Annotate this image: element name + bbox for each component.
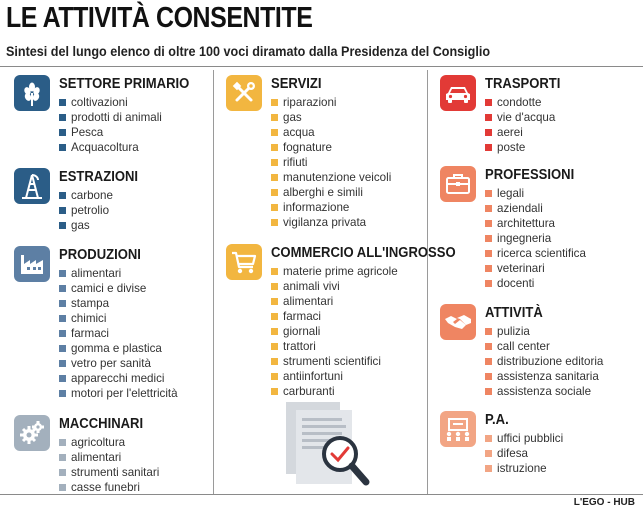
- list-item: docenti: [485, 276, 586, 291]
- list-item: carbone: [59, 188, 113, 203]
- section-title: MACCHINARI: [59, 416, 144, 432]
- list-item: ricerca scientifica: [485, 246, 586, 261]
- list-item: aerei: [485, 125, 555, 140]
- list-item: giornali: [271, 324, 398, 339]
- list-item: pulizia: [485, 324, 603, 339]
- item-list: [485, 324, 603, 399]
- item-list: [485, 431, 563, 476]
- list-item: call center: [485, 339, 603, 354]
- list-item: alimentari: [59, 450, 159, 465]
- list-item: antiinfortuni: [271, 369, 398, 384]
- page-title: LE ATTIVITÀ CONSENTITE: [6, 2, 313, 34]
- gears-icon: [14, 415, 50, 451]
- list-item: vie d'acqua: [485, 110, 555, 125]
- list-item: alberghi e simili: [271, 185, 391, 200]
- list-item: gas: [59, 218, 113, 233]
- list-item: casse funebri: [59, 480, 159, 495]
- list-item: farmaci: [59, 326, 178, 341]
- section-title: ATTIVITÀ: [485, 305, 543, 321]
- footer-divider: [0, 494, 643, 495]
- section-title: SETTORE PRIMARIO: [59, 76, 190, 92]
- list-item: carburanti: [271, 384, 398, 399]
- list-item: vetro per sanità: [59, 356, 178, 371]
- list-item: acqua: [271, 125, 391, 140]
- factory-icon: [14, 246, 50, 282]
- list-item: apparecchi medici: [59, 371, 178, 386]
- list-item: legali: [485, 186, 586, 201]
- header-divider: [0, 66, 643, 67]
- list-item: animali vivi: [271, 279, 398, 294]
- list-item: difesa: [485, 446, 563, 461]
- section-title: TRASPORTI: [485, 76, 561, 92]
- list-item: stampa: [59, 296, 178, 311]
- list-item: motori per l'elettricità: [59, 386, 178, 401]
- item-list: [485, 95, 555, 155]
- item-list: [59, 188, 113, 233]
- item-list: [271, 95, 391, 230]
- section-title: COMMERCIO ALL'INGROSSO: [271, 245, 456, 261]
- item-list: [271, 264, 398, 399]
- list-item: gomma e plastica: [59, 341, 178, 356]
- list-item: poste: [485, 140, 555, 155]
- list-item: veterinari: [485, 261, 586, 276]
- list-item: prodotti di animali: [59, 110, 162, 125]
- tools-icon: [226, 75, 262, 111]
- list-item: trattori: [271, 339, 398, 354]
- briefcase-icon: [440, 166, 476, 202]
- page-subtitle: Sintesi del lungo elenco di oltre 100 voci diramato dalla Presidenza del Consiglio: [6, 44, 491, 59]
- car-icon: [440, 75, 476, 111]
- list-item: architettura: [485, 216, 586, 231]
- document-magnifier-icon: [282, 398, 378, 490]
- item-list: [59, 435, 159, 495]
- list-item: assistenza sociale: [485, 384, 603, 399]
- list-item: istruzione: [485, 461, 563, 476]
- list-item: assistenza sanitaria: [485, 369, 603, 384]
- shopping-cart-icon: [226, 244, 262, 280]
- list-item: aziendali: [485, 201, 586, 216]
- list-item: Acquacoltura: [59, 140, 162, 155]
- list-item: ingegneria: [485, 231, 586, 246]
- list-item: chimici: [59, 311, 178, 326]
- section-title: SERVIZI: [271, 76, 322, 92]
- credit-label: L'EGO - HUB: [573, 497, 635, 508]
- section-title: ESTRAZIONI: [59, 169, 139, 185]
- handshake-icon: [440, 304, 476, 340]
- list-item: alimentari: [59, 266, 178, 281]
- column-divider-1: [213, 70, 214, 494]
- list-item: condotte: [485, 95, 555, 110]
- list-item: fognature: [271, 140, 391, 155]
- meeting-icon: [440, 411, 476, 447]
- item-list: [59, 95, 162, 155]
- item-list: [59, 266, 178, 401]
- list-item: riparazioni: [271, 95, 391, 110]
- list-item: Pesca: [59, 125, 162, 140]
- list-item: strumenti scientifici: [271, 354, 398, 369]
- section-title: PRODUZIONI: [59, 247, 141, 263]
- section-title: P.A.: [485, 412, 509, 428]
- list-item: distribuzione editoria: [485, 354, 603, 369]
- item-list: [485, 186, 586, 291]
- list-item: informazione: [271, 200, 391, 215]
- oil-rig-icon: [14, 168, 50, 204]
- list-item: materie prime agricole: [271, 264, 398, 279]
- list-item: vigilanza privata: [271, 215, 391, 230]
- list-item: alimentari: [271, 294, 398, 309]
- list-item: farmaci: [271, 309, 398, 324]
- list-item: manutenzione veicoli: [271, 170, 391, 185]
- wheat-icon: [14, 75, 50, 111]
- list-item: strumenti sanitari: [59, 465, 159, 480]
- list-item: uffici pubblici: [485, 431, 563, 446]
- section-title: PROFESSIONI: [485, 167, 575, 183]
- list-item: agricoltura: [59, 435, 159, 450]
- list-item: camici e divise: [59, 281, 178, 296]
- list-item: petrolio: [59, 203, 113, 218]
- list-item: coltivazioni: [59, 95, 162, 110]
- list-item: gas: [271, 110, 391, 125]
- column-divider-2: [427, 70, 428, 494]
- list-item: rifiuti: [271, 155, 391, 170]
